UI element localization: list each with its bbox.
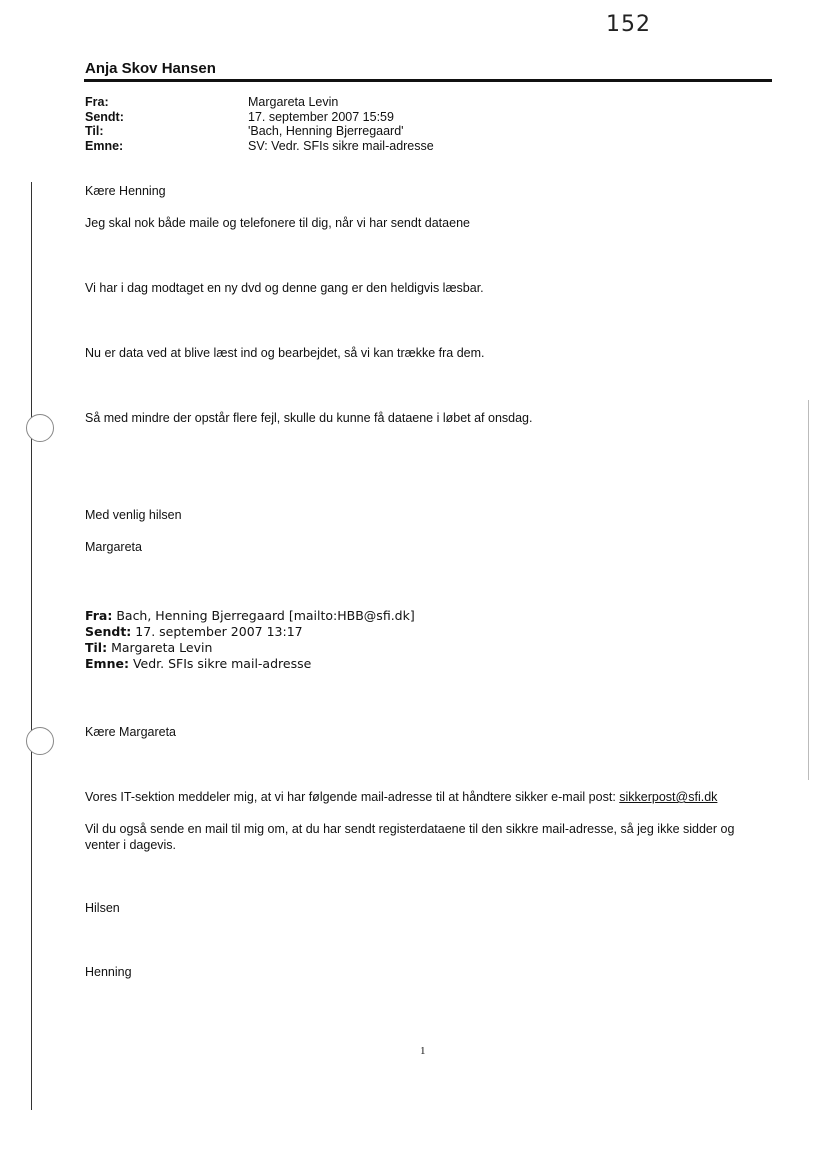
quoted-sent-label: Sendt: <box>85 624 132 639</box>
quoted-to-label: Til: <box>85 640 108 655</box>
quoted-subject-value: Vedr. SFIs sikre mail-adresse <box>132 656 312 671</box>
quoted-sent-line <box>85 624 303 640</box>
header-subject-value: SV: Vedr. SFIs sikre mail-adresse <box>248 139 434 153</box>
original-closing: Hilsen <box>85 901 120 915</box>
original-paragraph-2-line-1: Vil du også sende en mail til mig om, at du har sendt registerdataene til den sikkre mail-adresse, så jeg ikke sidder og <box>85 822 735 836</box>
header-to-label: Til: <box>85 124 104 138</box>
title-divider <box>84 79 772 82</box>
header-from-label: Fra: <box>85 95 109 109</box>
header-subject-label: Emne: <box>85 139 124 153</box>
quoted-from-value: Bach, Henning Bjerregaard [mailto:HBB@sfi.dk] <box>116 608 415 623</box>
binder-margin-line <box>31 182 32 1110</box>
reply-paragraph-1: Jeg skal nok både maile og telefonere til dig, når vi har sendt dataene <box>85 216 470 230</box>
sender-name-title: Anja Skov Hansen <box>85 60 216 77</box>
punch-hole-top <box>26 414 54 442</box>
original-greeting: Kære Margareta <box>85 725 177 739</box>
handwritten-page-number: 152 <box>606 12 651 37</box>
header-to-value: 'Bach, Henning Bjerregaard' <box>248 124 404 138</box>
quoted-sent-value: 17. september 2007 13:17 <box>135 624 303 639</box>
quoted-from-line <box>85 608 415 624</box>
punch-hole-bottom <box>26 727 54 755</box>
original-paragraph-1 <box>85 789 717 805</box>
reply-paragraph-4: Så med mindre der opstår flere fejl, skulle du kunne få dataene i løbet af onsdag. <box>85 411 533 425</box>
original-paragraph-2-line-2: venter i dagevis. <box>85 838 177 852</box>
header-from-value: Margareta Levin <box>248 95 339 109</box>
reply-greeting: Kære Henning <box>85 184 166 198</box>
quoted-to-value: Margareta Levin <box>111 640 213 655</box>
quoted-subject-label: Emne: <box>85 656 129 671</box>
quoted-subject-line <box>85 656 311 672</box>
secure-mail-link[interactable]: sikkerpost@sfi.dk <box>619 790 718 804</box>
quoted-from-label: Fra: <box>85 608 113 623</box>
right-margin-line <box>808 400 809 780</box>
page-number: 1 <box>420 1045 426 1057</box>
original-paragraph-1-text: Vores IT-sektion meddeler mig, at vi har følgende mail-adresse til at håndtere sikker e-mail post: <box>85 790 620 804</box>
header-sent-value: 17. september 2007 15:59 <box>248 110 394 124</box>
reply-paragraph-2: Vi har i dag modtaget en ny dvd og denne gang er den heldigvis læsbar. <box>85 281 484 295</box>
reply-signature: Margareta <box>85 540 142 554</box>
original-signature: Henning <box>85 965 132 979</box>
reply-paragraph-3: Nu er data ved at blive læst ind og bearbejdet, så vi kan trække fra dem. <box>85 346 485 360</box>
quoted-to-line <box>85 640 212 656</box>
header-sent-label: Sendt: <box>85 110 124 124</box>
reply-closing: Med venlig hilsen <box>85 508 182 522</box>
